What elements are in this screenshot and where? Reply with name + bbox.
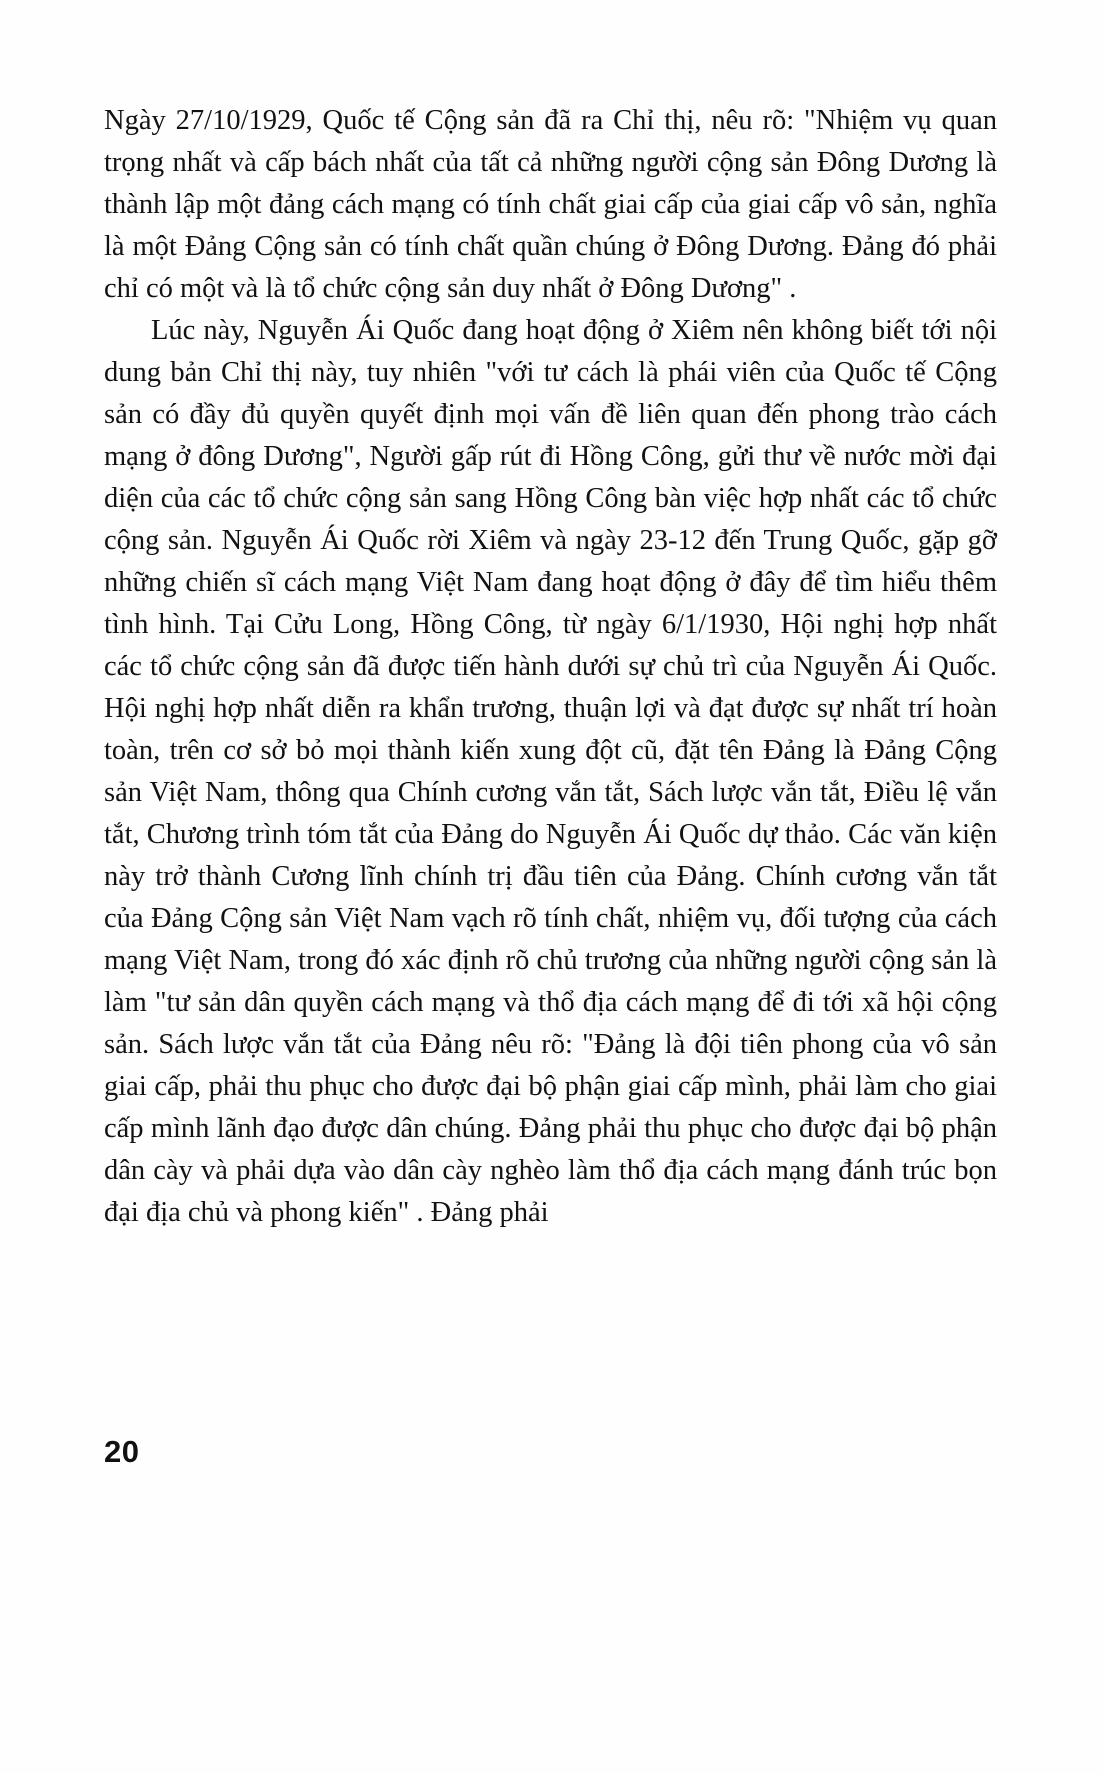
page-body xyxy=(104,100,997,1234)
paragraph-directive-quote: Ngày 27/10/1929, Quốc tế Cộng sản đã ra Chỉ thị, nêu rõ: "Nhiệm vụ quan trọng nhất và cấp bách nhất của tất cả những người cộng sản Đông Dương là thành lập một đảng cách mạng có tính chất giai cấp của giai cấp vô sản, nghĩa là một Đảng Cộng sản có tính chất quần chúng ở Đông Dương. Đảng đó phải chỉ có một và là tổ chức cộng sản duy nhất ở Đông Dương" . xyxy=(104,105,997,304)
paragraph-unification-conference: Lúc này, Nguyễn Ái Quốc đang hoạt động ở Xiêm nên không biết tới nội dung bản Chỉ thị này, tuy nhiên "với tư cách là phái viên của Quốc tế Cộng sản có đầy đủ quyền quyết định mọi vấn đề liên quan đến phong trào cách mạng ở đông Dương", Người gấp rút đi Hồng Công, gửi thư về nước mời đại diện của các tổ chức cộng sản sang Hồng Công bàn việc hợp nhất các tổ chức cộng sản. Nguyễn Ái Quốc rời Xiêm và ngày 23-12 đến Trung Quốc, gặp gỡ những chiến sĩ cách mạng Việt Nam đang hoạt động ở đây để tìm hiểu thêm tình hình. Tại Cửu Long, Hồng Công, từ ngày 6/1/1930, Hội nghị hợp nhất các tổ chức cộng sản đã được tiến hành dưới sự chủ trì của Nguyễn Ái Quốc. Hội nghị hợp nhất diễn ra khẩn trương, thuận lợi và đạt được sự nhất trí hoàn toàn, trên cơ sở bỏ mọi thành kiến xung đột cũ, đặt tên Đảng là Đảng Cộng sản Việt Nam, thông qua Chính cương vắn tắt, Sách lược vắn tắt, Điều lệ vắn tắt, Chương trình tóm tắt của Đảng do Nguyễn Ái Quốc dự thảo. Các văn kiện này trở thành Cương lĩnh chính trị đầu tiên của Đảng. Chính cương vắn tắt của Đảng Cộng sản Việt Nam vạch rõ tính chất, nhiệm vụ, đối tượng của cách mạng Việt Nam, trong đó xác định rõ chủ trương của những người cộng sản là làm "tư sản dân quyền cách mạng và thổ địa cách mạng để đi tới xã hội cộng sản. Sách lược vắn tắt của Đảng nêu rõ: "Đảng là đội tiên phong của vô sản giai cấp, phải thu phục cho được đại bộ phận giai cấp mình, phải làm cho giai cấp mình lãnh đạo được dân chúng. Đảng phải thu phục cho được đại bộ phận dân cày và phải dựa vào dân cày nghèo làm thổ địa cách mạng đánh trúc bọn đại địa chủ và phong kiến" . Đảng phải xyxy=(104,315,997,1228)
page-number: 20 xyxy=(104,1434,140,1469)
